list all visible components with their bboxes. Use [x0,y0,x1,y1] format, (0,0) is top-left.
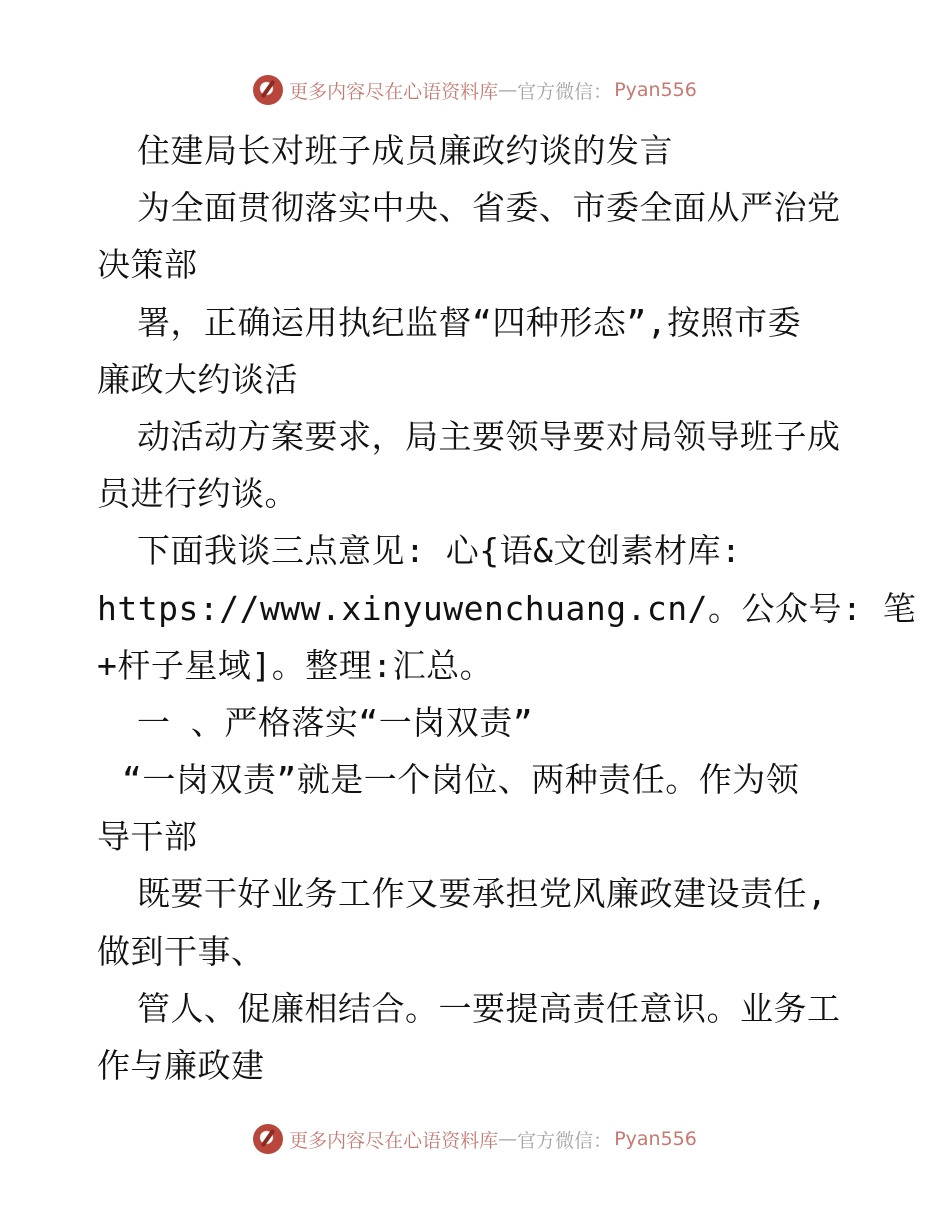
banner-sub-text: 官方微信： [517,1129,613,1152]
document-body [97,122,917,1094]
banner-main-text: 更多内容尽在心语资料库 [289,80,499,103]
pen-logo-icon [253,1124,283,1154]
footer-watermark-banner [0,1119,950,1159]
section-heading: 一 、严格落实“一岗双责” [137,702,534,742]
banner-wechat-id: Pyan556 [614,1128,697,1150]
header-watermark-banner [0,70,950,110]
banner-dash: — [498,1128,518,1150]
text-line: 廉政大约谈活 [97,359,298,399]
pen-logo-icon [253,75,283,105]
text-line: “一岗双责”就是一个岗位、两种责任。作为领 [122,760,800,800]
text-line: 作与廉政建 [97,1046,265,1085]
text-line: 下面我谈三点意见: 心{语&文创素材库: [137,531,742,571]
banner-main-text: 更多内容尽在心语资料库 [289,1129,499,1152]
text-line-url: https://www.xinyuwenchuang.cn/。公众号: 笔 [97,588,917,628]
text-line: 既要干好业务工作又要承担党风廉政建设责任, [137,874,828,914]
text-line: +杆子星域]。整理:汇总。 [97,645,494,685]
text-line: 导干部 [97,817,198,857]
text-line: 管人、促廉相结合。一要提高责任意识。业务工 [137,988,841,1028]
text-line: 署，正确运用执纪监督“四种形态”,按照市委 [137,302,802,342]
text-line: 员进行约谈。 [97,474,298,514]
document-title: 住建局长对班子成员廉政约谈的发言 [137,131,673,170]
text-line: 动活动方案要求，局主要领导要对局领导班子成 [137,416,841,456]
banner-dash: — [498,79,518,101]
text-line: 做到干事、 [97,931,265,971]
banner-sub-text: 官方微信： [517,80,613,103]
banner-wechat-id: Pyan556 [614,79,697,101]
text-line: 决策部 [97,245,198,285]
text-line: 为全面贯彻落实中央、省委、市委全面从严治党 [137,188,841,228]
